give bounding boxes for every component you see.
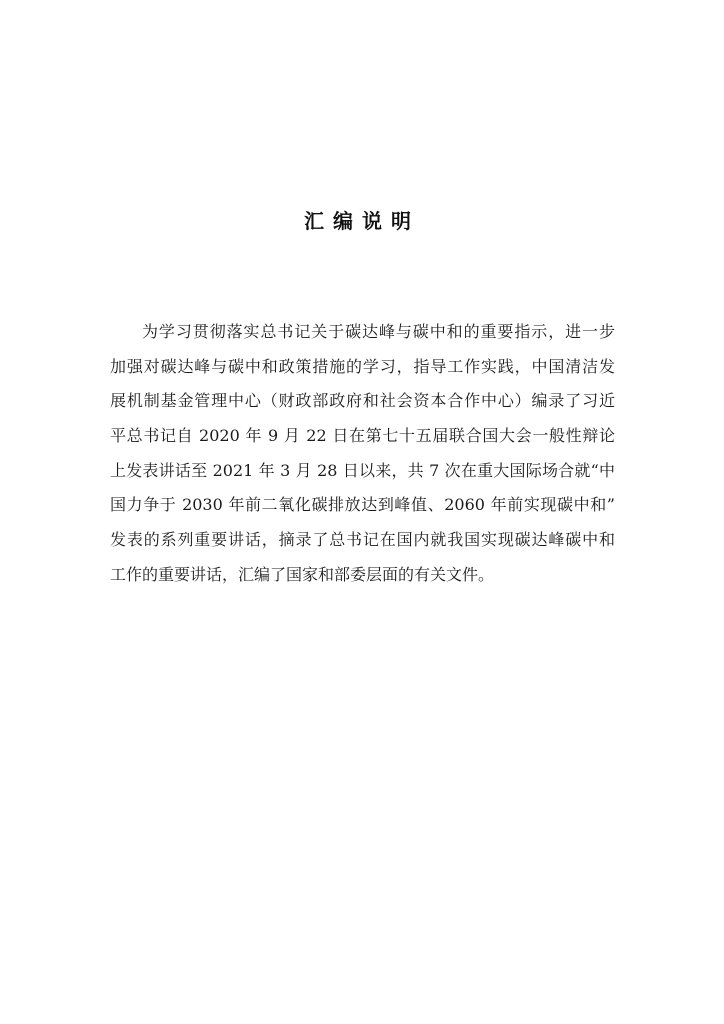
paragraph-line: 展机制基金管理中心（财政部政府和社会资本合作中心）编录了习近 xyxy=(110,391,615,411)
paragraph-line: 国力争于 2030 年前二氧化碳排放达到峰值、2060 年前实现碳中和” xyxy=(110,495,615,515)
body-paragraph xyxy=(110,315,615,593)
paragraph-line: 为学习贯彻落实总书记关于碳达峰与碳中和的重要指示，进一步 xyxy=(142,322,615,341)
paragraph-line: 发表的系列重要讲话，摘录了总书记在国内就我国实现碳达峰碳中和 xyxy=(110,530,615,550)
paragraph-line: 工作的重要讲话，汇编了国家和部委层面的有关文件。 xyxy=(110,564,495,584)
paragraph-line: 上发表讲话至 2021 年 3 月 28 日以来，共 7 次在重大国际场合就“中 xyxy=(110,460,615,480)
paragraph-line: 加强对碳达峰与碳中和政策措施的学习，指导工作实践，中国清洁发 xyxy=(110,356,615,376)
paragraph-line: 平总书记自 2020 年 9 月 22 日在第七十五届联合国大会一般性辩论 xyxy=(110,426,615,446)
document-title: 汇编说明 xyxy=(304,209,420,233)
